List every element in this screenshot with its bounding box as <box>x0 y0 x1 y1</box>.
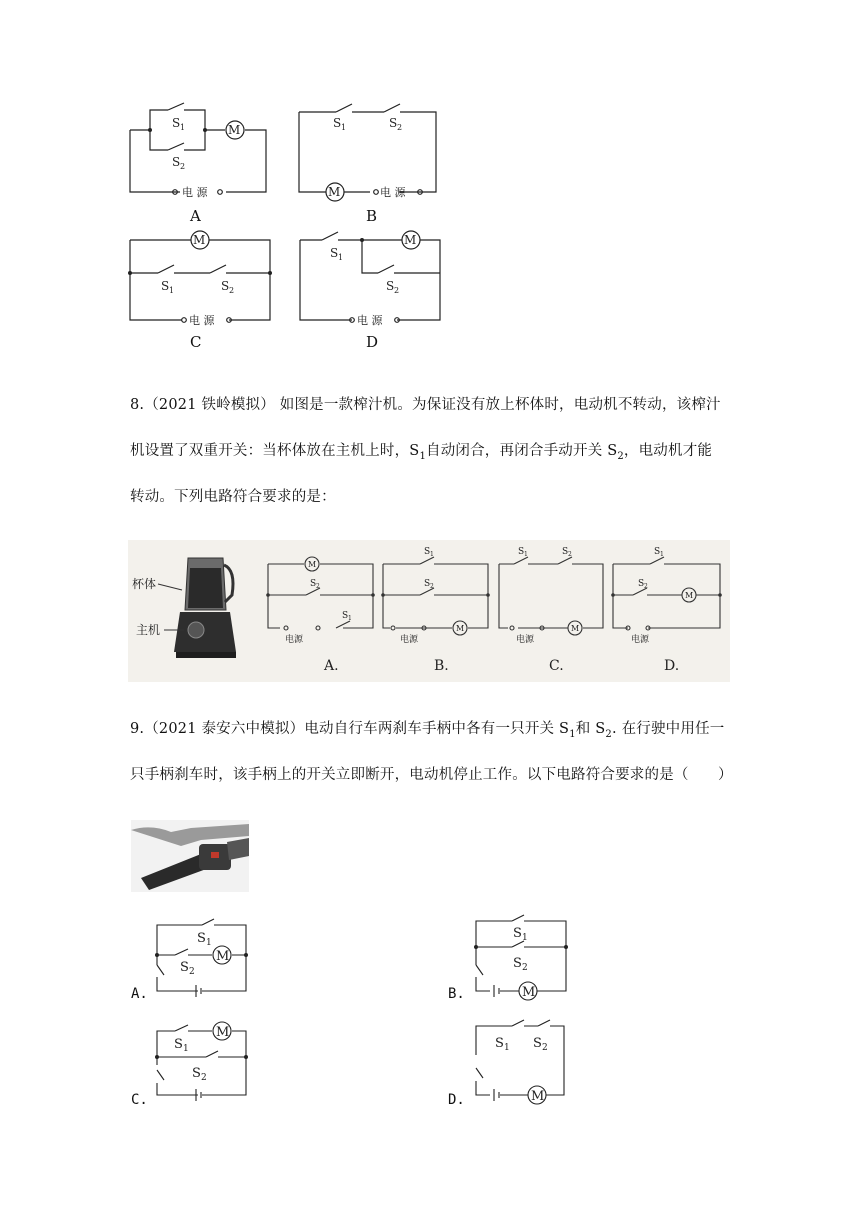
svg-text:M: M <box>216 1025 230 1040</box>
svg-text:S: S <box>562 547 569 557</box>
svg-text:2: 2 <box>229 286 235 295</box>
svg-text:2: 2 <box>189 967 195 977</box>
label-d-s1: S <box>330 246 339 260</box>
svg-text:2: 2 <box>316 583 320 590</box>
svg-text:2: 2 <box>394 286 400 295</box>
svg-text:S: S <box>513 956 522 971</box>
q9-line-2: 只手柄刹车时，该手柄上的开关立即断开，电动机停止工作。以下电路符合要求的是（ ） <box>130 767 733 783</box>
svg-text:M: M <box>308 560 317 569</box>
svg-text:S: S <box>192 1066 201 1081</box>
q8-line-1: 8.（2021 铁岭模拟） 如图是一款榨汁机。为保证没有放上杯体时，电动机不转动，该榨汁 <box>130 397 721 413</box>
svg-text:2: 2 <box>522 963 528 973</box>
svg-text:S: S <box>513 926 522 941</box>
option-b-label: B <box>366 207 378 225</box>
label-a-s2: S <box>172 155 181 169</box>
svg-text:电源: 电源 <box>516 635 535 645</box>
svg-text:S: S <box>310 579 317 589</box>
svg-text:2: 2 <box>201 1073 207 1083</box>
svg-text:1: 1 <box>183 1044 189 1054</box>
motor-c: M <box>193 233 206 247</box>
svg-text:A.: A. <box>324 658 339 674</box>
svg-text:S: S <box>197 931 206 946</box>
svg-text:S: S <box>654 547 661 557</box>
svg-text:M: M <box>571 624 580 633</box>
svg-text:S: S <box>424 579 431 589</box>
svg-text:2: 2 <box>180 162 186 171</box>
svg-text:电源: 电源 <box>631 635 650 645</box>
label-c-s2: S <box>221 279 230 293</box>
svg-text:2: 2 <box>644 583 648 590</box>
q9-option-c: C. <box>131 1092 148 1108</box>
motor-d: M <box>404 233 417 247</box>
q7-circuit-figure <box>0 0 860 360</box>
svg-text:1: 1 <box>524 551 528 558</box>
q9-line-1: 9.（2021 泰安六中模拟）电动自行车两刹车手柄中各有一只开关 $S_1$和 $S_2$. 在行驶中用任一 <box>130 721 725 740</box>
cup-label: 杯体 <box>132 577 157 591</box>
host-label: 主机 <box>136 623 161 637</box>
svg-text:M: M <box>522 985 536 1000</box>
label-b-s2: S <box>389 116 398 130</box>
svg-text:2: 2 <box>430 583 434 590</box>
motor-b: M <box>328 185 341 199</box>
svg-text:M: M <box>216 949 230 964</box>
svg-text:1: 1 <box>660 551 664 558</box>
source-label-c: 电 源 <box>189 314 215 327</box>
svg-text:1: 1 <box>338 253 344 262</box>
svg-text:1: 1 <box>206 938 212 948</box>
svg-text:B.: B. <box>434 658 449 674</box>
option-c-label: C <box>190 333 202 351</box>
svg-text:2: 2 <box>568 551 572 558</box>
svg-text:S: S <box>180 960 189 975</box>
svg-text:1: 1 <box>522 933 528 943</box>
svg-text:2: 2 <box>397 123 403 132</box>
svg-text:电源: 电源 <box>400 635 419 645</box>
label-d-s2: S <box>386 279 395 293</box>
svg-text:2: 2 <box>542 1043 548 1053</box>
source-label-b: 电 源 <box>380 186 406 199</box>
source-label-a: 电 源 <box>182 186 208 199</box>
svg-text:1: 1 <box>504 1043 510 1053</box>
q8-juicer-figure <box>128 540 730 682</box>
svg-text:S: S <box>518 547 525 557</box>
svg-text:S: S <box>342 611 349 621</box>
q8-line-2: 机设置了双重开关：当杯体放在主机上时，$S_1$自动闭合，再闭合手动开关 $S_2$，电动机才能 <box>130 443 713 462</box>
svg-text:1: 1 <box>348 615 352 622</box>
option-a-label: A <box>190 207 201 225</box>
svg-text:S: S <box>174 1037 183 1052</box>
q8-line-3: 转动。下列电路符合要求的是： <box>130 489 336 505</box>
q9-circuit-figure <box>120 905 580 1110</box>
option-d-label: D <box>366 333 379 351</box>
q9-option-b: B. <box>448 986 465 1002</box>
svg-text:1: 1 <box>169 286 175 295</box>
svg-text:S: S <box>533 1036 542 1051</box>
q9-option-a: A. <box>131 986 148 1002</box>
q9-option-d: D. <box>448 1092 465 1108</box>
svg-text:M: M <box>531 1089 545 1104</box>
svg-text:电源: 电源 <box>285 635 304 645</box>
svg-text:C.: C. <box>549 658 564 674</box>
svg-text:M: M <box>456 624 465 633</box>
label-b-s1: S <box>333 116 342 130</box>
source-label-d: 电 源 <box>357 314 383 327</box>
svg-text:S: S <box>495 1036 504 1051</box>
svg-text:1: 1 <box>341 123 347 132</box>
label-c-s1: S <box>161 279 170 293</box>
svg-text:M: M <box>685 591 694 600</box>
motor-a: M <box>228 123 241 137</box>
svg-text:1: 1 <box>180 123 186 132</box>
label-a-s1: S <box>172 116 181 130</box>
svg-text:D.: D. <box>664 658 680 674</box>
svg-text:S: S <box>424 547 431 557</box>
svg-text:S: S <box>638 579 645 589</box>
handlebar-image <box>131 820 249 892</box>
svg-text:1: 1 <box>430 551 434 558</box>
